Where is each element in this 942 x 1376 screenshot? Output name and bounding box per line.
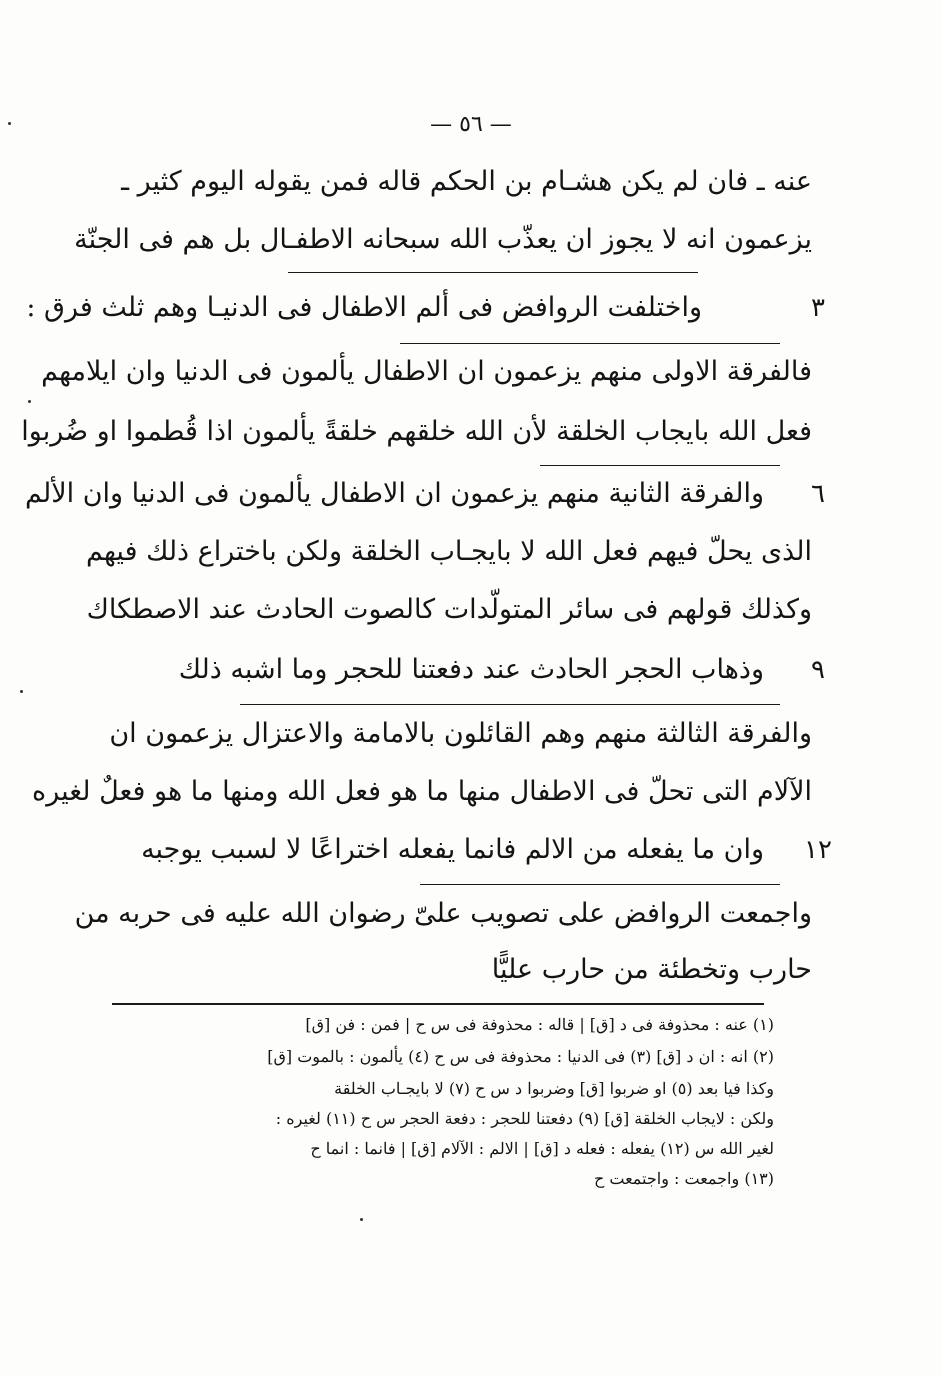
text-line-12: وان ما يفعله من الالم فانما يفعله اختراعًا لا لسبب يوجبه: [141, 834, 764, 865]
text-line-2: يزعمون انه لا يجوز ان يعذّب الله سبحانه الاطفـال بل هم فى الجنّة: [74, 224, 812, 255]
scan-speck: [20, 690, 23, 693]
section-separator: [400, 343, 780, 344]
text-line-5: فعل الله بايجاب الخلقة لأن الله خلقهم خلقةً يألمون اذا قُطموا او ضُربوا: [21, 416, 812, 447]
text-line-3: واختلفت الروافض فى ألم الاطفال فى الدنيـا وهم ثلث فرق :: [26, 292, 702, 323]
text-line-7: الذى يحلّ فيهم فعل الله لا بايجـاب الخلقة ولكن باختراع ذلك فيهم: [86, 536, 812, 567]
page-number: — ٥٦ —: [430, 112, 512, 137]
footnote-rule: [112, 1003, 764, 1005]
text-line-14: حارب وتخطئة من حارب عليًّا: [491, 954, 812, 985]
line-number-3: ٣: [811, 293, 825, 323]
line-number-6: ٦: [811, 479, 825, 509]
text-line-13: واجمعت الروافض على تصويب علىّ رضوان الله عليه فى حربه من: [74, 898, 812, 929]
section-separator: [288, 272, 698, 273]
scan-speck: [8, 122, 11, 125]
footnote-line-2: (٢) انه : ان د [ق] (٣) فى الدنيا : محذوفة فى س ح (٤) يألمون : بالموت [ق]: [267, 1047, 774, 1066]
scan-speck: [28, 400, 31, 403]
footnote-line-1: (١) عنه : محذوفة فى د [ق] | قاله : محذوفة فى س ح | فمن : فن [ق]: [305, 1015, 774, 1034]
text-line-1: عنه ـ فان لم يكن هشـام بن الحكم قاله فمن يقوله اليوم كثير ـ: [121, 166, 812, 197]
footnote-line-4: ولكن : لايجاب الخلقة [ق] (٩) دفعتنا للحجر : دفعة الحجر س ح (١١) لغيره :: [275, 1109, 774, 1128]
text-line-10: والفرقة الثالثة منهم وهم القائلون بالامامة والاعتزال يزعمون ان: [109, 718, 812, 749]
text-line-4: فالفرقة الاولى منهم يزعمون ان الاطفال يألمون فى الدنيا وان ايلامهم: [41, 356, 812, 387]
footnote-line-6: (١٣) واجمعت : واجتمعت ح: [593, 1169, 774, 1188]
footnote-line-3: وكذا فيا بعد (٥) او ضربوا [ق] وضربوا د س ح (٧) لا بايجـاب الخلقة: [334, 1079, 774, 1098]
scan-speck: [360, 1218, 363, 1221]
text-line-8: وكذلك قولهم فى سائر المتولّدات كالصوت الحادث عند الاصطكاك: [86, 594, 812, 625]
line-number-9: ٩: [811, 655, 825, 685]
section-separator: [420, 884, 780, 885]
line-number-12: ١٢: [804, 835, 832, 865]
footnote-line-5: لغير الله س (١٢) يفعله : فعله د [ق] | الالم : الآلام [ق] | فانما : انما ح: [310, 1139, 774, 1158]
text-line-11: الآلام التى تحلّ فى الاطفال منها ما هو فعل الله ومنها ما هو فعلٌ لغيره: [32, 776, 812, 807]
text-line-6: والفرقة الثانية منهم يزعمون ان الاطفال يألمون فى الدنيا وان الألم: [25, 478, 764, 509]
section-separator: [540, 465, 780, 466]
section-separator: [240, 704, 780, 705]
text-line-9: وذهاب الحجر الحادث عند دفعتنا للحجر وما اشبه ذلك: [178, 654, 764, 685]
